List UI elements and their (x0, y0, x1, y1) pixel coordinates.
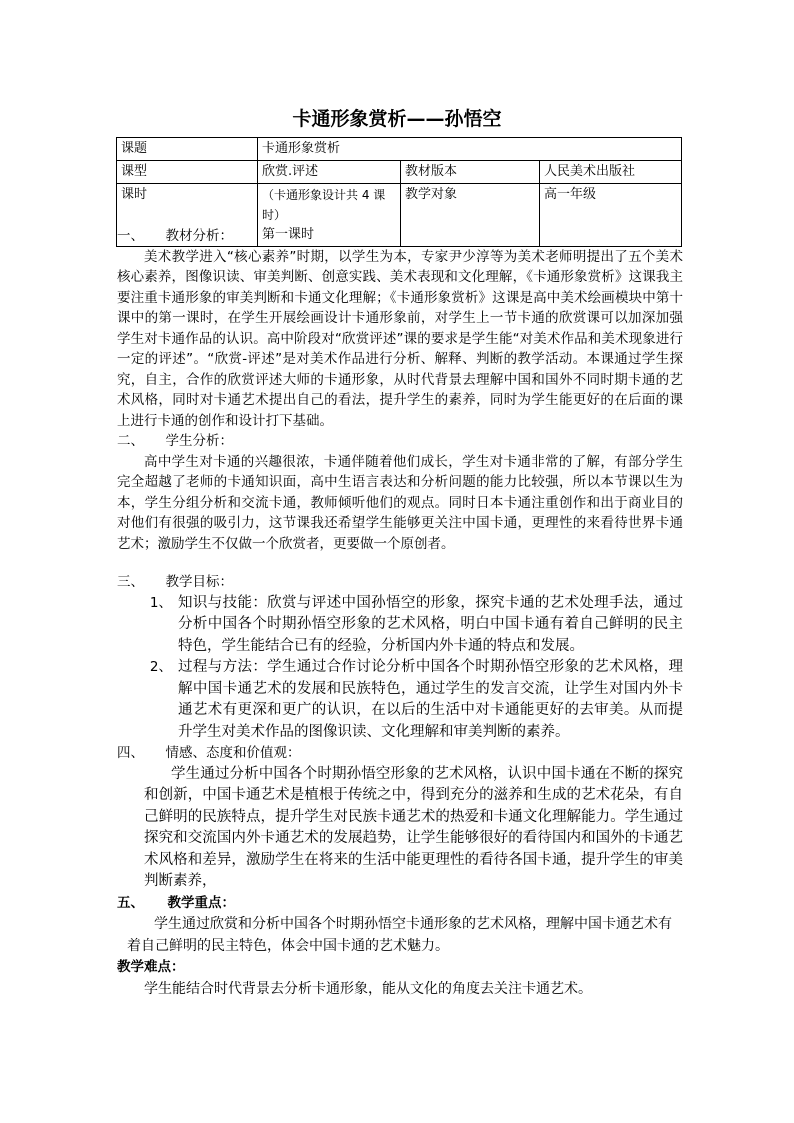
list-item-text: 知识与技能：欣赏与评述中国孙悟空的形象，探究卡通的艺术处理手法，通过分析中国各个时期孙悟空形象的艺术风格，明白中国卡通有着自己鲜明的民主特色，学生能结合已有的经验，分析国内外卡通的特点和发展。 (178, 594, 683, 654)
lesson-type-label: 课型 (117, 161, 258, 184)
spacer (117, 554, 683, 572)
section-3-heading: 三、 教学目标： (117, 574, 233, 590)
list-item (117, 657, 683, 743)
list-item-number: 1、 (149, 594, 172, 611)
audience-label: 教学对象 (401, 184, 540, 247)
period-value-line1: （卡通形象设计共 4 课时） (262, 188, 386, 222)
section-4-text: 学生通过分析中国各个时期孙悟空形象的艺术风格，认识中国卡通在不断的探究和创新，中国卡通艺术是植根于传统之中，得到充分的滋养和生成的艺术花朵，有自己鲜明的民族特点，提升学生对民族卡通艺术的热爱和卡通文化理解能力。学生通过探究和交流国内外卡通艺术的发展趋势，让学生能够很好的看待国内和国外的卡通艺术风格和差异，激励学生在将来的生活中能更理性的看待各国卡通，提升学生的审美判断素养， (144, 765, 683, 889)
period-label: 课时 (117, 184, 258, 247)
section-1-text: 美术教学进入“核心素养”时期，以学生为本，专家尹少淳等为美术老师明提出了五个美术核心素养，图像识读、审美判断、创意实践、美术表现和文化理解，《卡通形象赏析》这课我主要注重卡通形象的审美判断和卡通文化理解；《卡通形象赏析》这课是高中美术绘画模块中第十课中的第一课时，在学生开展绘画设计卡通形象前，对学生上一节卡通的欣赏课可以加深加强学生对卡通作品的认识。高中阶段对“欣赏评述”课的要求是学生能“对美术作品和美术现象进行一定的评述”。“欣赏-评述”是对美术作品进行分析、解释、判断的教学活动。本课通过学生探究，自主，合作的欣赏评述大师的卡通形象，从时代背景去理解中国和国外不同时期卡通的艺术风格，同时对卡通艺术提出自己的看法，提升学生的素养，同时为学生能更好的在后面的课上进行卡通的创作和设计打下基础。 (117, 248, 683, 429)
section-1-heading: 一、 教材分析： (117, 228, 233, 244)
list-item (117, 593, 683, 658)
audience-value: 高一年级 (540, 184, 682, 247)
section-6-text: 学生能结合时代背景去分析卡通形象，能从文化的角度去关注卡通艺术。 (144, 980, 592, 997)
topic-label: 课题 (117, 138, 258, 161)
section-5-heading: 五、 教学重点： (117, 894, 235, 911)
document-body (117, 226, 683, 1000)
list-item-number: 2、 (149, 659, 172, 675)
table-row (117, 161, 682, 184)
section-4-heading: 四、 情感、态度和价值观： (117, 745, 301, 761)
lesson-type-value: 欣赏.评述 (258, 161, 401, 184)
topic-value: 卡通形象赏析 (258, 138, 682, 161)
section-2-text: 高中学生对卡通的兴趣很浓，卡通伴随着他们成长，学生对卡通非常的了解，有部分学生完全超越了老师的卡通知识面，高中生语言表达和分析问题的能力比较强，所以本节课以生为本，学生分组分析和交流卡通，教师倾听他们的观点。同时日本卡通注重创作和出于商业目的对他们有很强的吸引力，这节课我还希望学生能够更关注中国卡通，更理性的来看待世界卡通艺术；激励学生不仅做一个欣赏者，更要做一个原创者。 (117, 453, 683, 552)
list-item-text: 过程与方法：学生通过合作讨论分析中国各个时期孙悟空形象的艺术风格，理解中国卡通艺术的发展和民族特色，通过学生的发言交流，让学生对国内外卡通艺术有更深和更广的认识，在以后的生活中对卡通能更好的去审美。从而提升学生对美术作品的图像识读、文化理解和审美判断的素养。 (178, 659, 683, 740)
textbook-value: 人民美术出版社 (540, 161, 682, 184)
section-6-heading: 教学难点： (117, 959, 185, 975)
section-5-text: 学生通过欣赏和分析中国各个时期孙悟空卡通形象的艺术风格，理解中国卡通艺术有着自己鲜明的民主特色，体会中国卡通的艺术魅力。 (127, 916, 672, 954)
table-row (117, 138, 682, 161)
section-2-heading: 二、 学生分析： (117, 433, 233, 449)
period-value-line2: 第一课时 (262, 227, 315, 242)
textbook-label: 教材版本 (401, 161, 540, 184)
document-title: 卡通形象赏析——孙悟空 (292, 108, 502, 130)
